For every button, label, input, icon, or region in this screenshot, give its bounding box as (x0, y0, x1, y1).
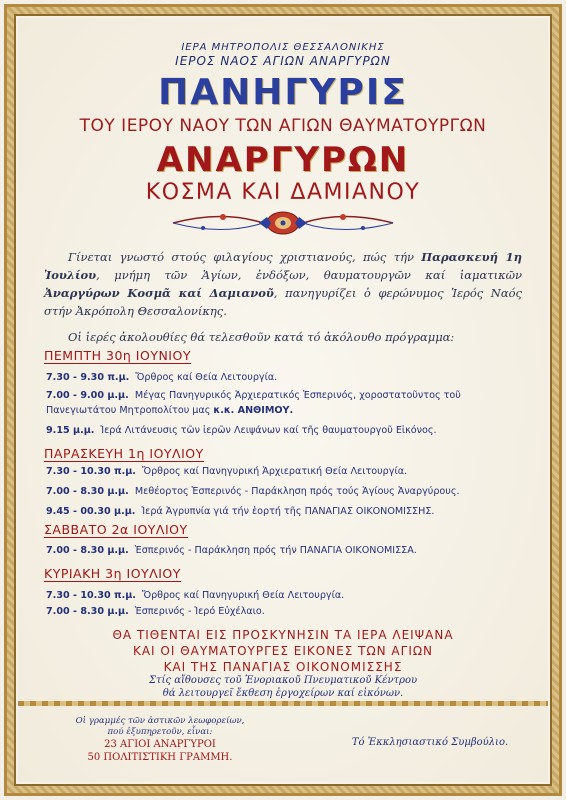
exhibition-note-2: θά λειτουργεῖ ἔκθεση ἐργοχείρων καί εἰκόνων. (162, 688, 404, 699)
schedule-bold: κ.κ. ΑΝΘΙΜΟΥ. (213, 405, 294, 416)
schedule-time: 7.30 - 9.30 π.μ. (46, 372, 130, 383)
schedule-time: 7.00 - 8.30 μ.μ. (46, 486, 129, 497)
schedule-time: 7.00 - 8.30 μ.μ. (46, 545, 129, 556)
day-heading: ΠΑΡΑΣΚΕΥΗ 1η ΙΟΥΛΙΟΥ (44, 446, 204, 461)
church-header: ΙΕΡΟΣ ΝΑΟΣ ΑΓΙΩΝ ΑΝΑΡΓΥΡΩΝ (175, 54, 391, 68)
schedule-text: Ἑσπερινός - Παράκληση πρός τήν ΠΑΝΑΓΙΑ ΟΙΚΟΝΟΜΙΣΣΑ. (134, 545, 417, 556)
schedule-time: 7.00 - 9.00 μ.μ. (46, 390, 129, 401)
day-heading: ΣΑΒΒΑΤΟ 2α ΙΟΥΛΙΟΥ (44, 522, 188, 537)
day-heading: ΚΥΡΙΑΚΗ 3η ΙΟΥΛΙΟΥ (44, 566, 181, 581)
schedule-line (46, 486, 526, 497)
schedule-text: Ἱερά Ἀγρυπνία γιά τήν ἑορτή τῆς ΠΑΝΑΓΙΑΣ ΟΙΚΟΝΟΜΙΣΣΗΣ. (141, 506, 435, 517)
schedule-text: Ἱερά Λιτάνευσις τῶν ἱερῶν Λειψάνων καί τῆς θαυματουργοῦ Εἰκόνος. (100, 425, 437, 436)
schedule-line (46, 545, 526, 556)
schedule-line (46, 606, 526, 617)
intro-program-note: Οἱ ἱερές ἀκολουθίες θά τελεσθοῦν κατά τό ἀκόλουθο πρόγραμμα: (68, 330, 455, 344)
schedule-text: Πανεγιωτάτου Μητροπολίτου μας (46, 405, 214, 416)
schedule-time: 7.30 - 10.30 π.μ. (46, 590, 136, 601)
intro-text-e: , πανηγυρίζει ὁ φερώνυμος Ἱερός Ναός στήν Ἀκρόπολη Θεσσαλονίκης. (44, 286, 522, 318)
day-heading: ΠΕΜΠΤΗ 30η ΙΟΥΝΙΟΥ (44, 348, 191, 363)
metropolis-header: ΙΕΡΑ ΜΗΤΡΟΠΟΛΙΣ ΘΕΣΣΑΛΟΝΙΚΗΣ (181, 42, 385, 53)
closing-line-2: ΚΑΙ ΟΙ ΘΑΥΜΑΤΟΥΡΓΕΣ ΕΙΚΟΝΕΣ ΤΩΝ ΑΓΙΩΝ (132, 644, 434, 658)
bus-info-1: Οἱ γραμμές τῶν ἀστικῶν λεωφορείων, (75, 716, 245, 726)
schedule-time: 7.00 - 8.30 μ.μ. (46, 606, 129, 617)
schedule-line (46, 590, 526, 601)
schedule-text: Ὄρθρος καί Πανηγυρική Θεία Λειτουργία. (142, 590, 345, 601)
bus-info-2: πού ἐξυπηρετοῦν, εἶναι: (107, 727, 213, 737)
closing-line-3: ΚΑΙ ΤΗΣ ΠΑΝΑΓΙΑΣ ΟΙΚΟΝΟΜΙΣΣΗΣ (163, 660, 403, 674)
schedule-line (46, 405, 526, 416)
schedule-line (46, 372, 526, 383)
intro-date: Παρασκευή 1η Ἰουλίου (44, 250, 522, 282)
title-saints-names: ΚΟΣΜΑ ΚΑΙ ΔΑΜΙΑΝΟΥ (145, 180, 421, 205)
exhibition-note-1: Στίς αἴθουσες τοῦ Ἐνοριακοῦ Πνευματικοῦ Κέντρου (148, 675, 418, 686)
intro-text-c: , μνήμη τῶν Ἁγίων, ἐνδόξων, θαυματουργῶν καί ἰαματικῶν (96, 268, 522, 282)
bus-line-50: 50 ΠΟΛΙΤΙΣΤΙΚΗ ΓΡΑΜΜΗ. (87, 752, 233, 763)
schedule-text: Ὄρθρος καί Θεία Λειτουργία. (135, 372, 278, 383)
schedule-time: 9.45 - 00.30 μ.μ. (46, 506, 136, 517)
floral-ornament-icon (163, 208, 403, 238)
closing-line-1: ΘΑ ΤΙΘΕΝΤΑΙ ΕΙΣ ΠΡΟΣΚΥΝΗΣΙΝ ΤΑ ΙΕΡΑ ΛΕΙΨΑΝΑ (112, 628, 454, 642)
schedule-text: Μέγας Πανηγυρικός Ἀρχιερατικός Ἑσπερινός, χοροστατοῦντος τοῦ (134, 390, 461, 401)
decorative-band (18, 701, 548, 706)
schedule-text: Ἑσπερινός - Ἱερό Εὐχέλαιο. (134, 606, 265, 617)
schedule-line (46, 506, 526, 517)
schedule-line (46, 466, 526, 477)
intro-text-a: Γίνεται γνωστό στούς φιλαγίους χριστιανούς, πώς τήν (68, 250, 422, 264)
council-signature: Τό Ἐκκλησιαστικό Συμβούλιο. (351, 737, 509, 748)
intro-saints: Ἀναργύρων Κοσμᾶ καί Δαμιανοῦ (44, 286, 274, 300)
schedule-time: 9.15 μ.μ. (46, 425, 95, 436)
title-saints: ΑΝΑΡΓΥΡΩΝ (156, 140, 410, 180)
schedule-line (46, 425, 526, 436)
title-main: ΠΑΝΗΓΥΡΙΣ (158, 72, 408, 113)
schedule-text: Ὄρθρος καί Πανηγυρική Ἀρχιερατική Θεία Λειτουργία. (142, 466, 408, 477)
schedule-text: Μεθέορτος Ἑσπερινός - Παράκληση πρός τούς Ἁγίους Ἀναργύρους. (134, 486, 460, 497)
title-subtitle: ΤΟΥ ΙΕΡΟΥ ΝΑΟΥ ΤΩΝ ΑΓΙΩΝ ΘΑΥΜΑΤΟΥΡΓΩΝ (79, 116, 487, 136)
schedule-line (46, 390, 526, 401)
bus-line-23: 23 ΑΓΙΟΙ ΑΝΑΡΓΥΡΟΙ (104, 739, 216, 750)
schedule-time: 7.30 - 10.30 π.μ. (46, 466, 136, 477)
intro-paragraph (44, 248, 522, 320)
